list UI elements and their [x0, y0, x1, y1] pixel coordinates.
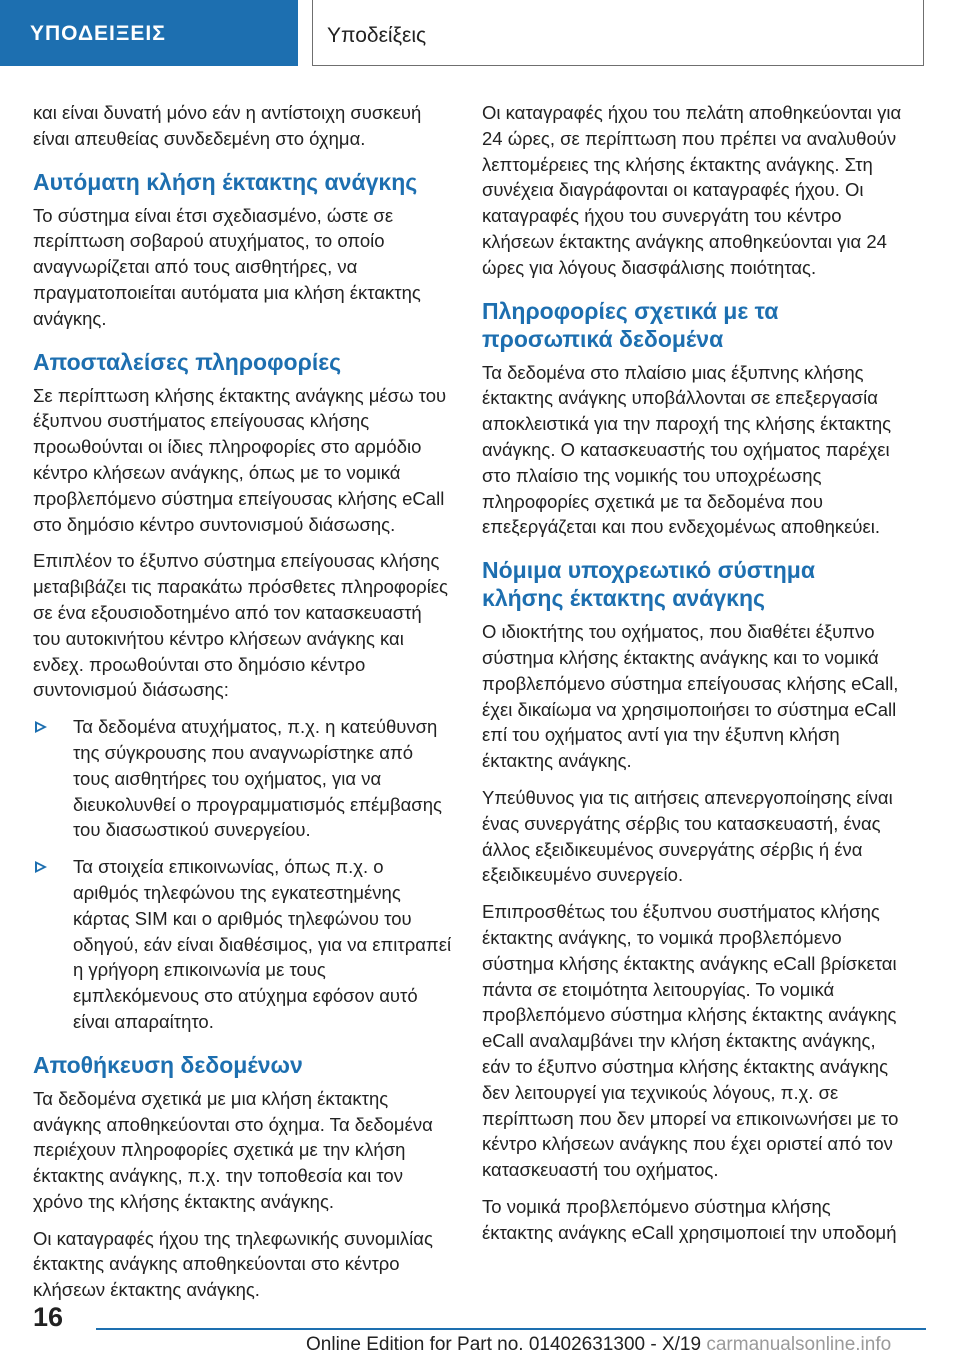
right-column: [482, 100, 902, 1256]
paragraph: και είναι δυνατή μόνο εάν η αντίστοιχη συσκευή είναι απευθείας συνδεδεμένη στο όχημα.: [33, 102, 422, 149]
section-label: ΥΠΟΔΕΙΞΕΙΣ: [30, 22, 166, 45]
paragraph: Επιπλέον το έξυπνο σύστημα επείγουσας κλήσης μεταβιβάζει τις παρακάτω πρόσθετες πληροφορίες σε ένα εξουσιοδοτημένο από τον κατασκευαστή του αυτοκινήτου κέντρο κλήσεων ανάγκης και ενδεχ. προωθούνται στο δημόσιο κέντρο συντονισμού διάσωσης:: [33, 550, 448, 701]
section-tab: [0, 0, 298, 66]
page-header: [0, 0, 960, 66]
watermark-text: carmanualsonline.info: [706, 1334, 892, 1355]
paragraph: Υπεύθυνος για τις αιτήσεις απενεργοποίησης είναι ένας συνεργάτης σέρβις του κατασκευαστή, ένας άλλος εξειδικευμένος συνεργάτης σέρβις ή ένα εξειδικευμένο συνεργείο.: [482, 786, 893, 886]
heading-data-storage: Αποθήκευση δεδομένων: [33, 1051, 303, 1078]
paragraph: Οι καταγραφές ήχου του πελάτη αποθηκεύονται για 24 ώρες, σε περίπτωση που πρέπει να αναλυθούν λεπτομέρειες της κλήσης έκτακτης ανάγκης. Στη συνέχεια διαγράφονται οι καταγραφές ήχου. Οι καταγραφές ήχου του συνεργάτη του κέντρο κλήσεων έκτακτης ανάγκης αποθηκεύονται για 24 ώρες για λόγους διασφάλισης ποιότητας.: [482, 102, 902, 278]
heading-sent-information: Αποσταλείσες πληροφορίες: [33, 348, 342, 375]
edition-text: Online Edition for Part no. 01402631300 - X/19: [306, 1334, 702, 1355]
paragraph: Επιπροσθέτως του έξυπνου συστήματος κλήσης έκτακτης ανάγκης, το νομικά προβλεπόμενο σύστημα κλήσης έκτακτης ανάγκης eCall βρίσκεται πάντα σε ετοιμότητα λειτουργίας. Το νομικά προβλεπόμενο σύστημα κλήσης έκτακτης ανάγκης eCall αναλαμβάνει την κλήση έκτακτης ανάγκης, εάν το έξυπνο σύστημα κλήσης έκτακτης ανάγκης δεν λειτουργεί για τεχνικούς λόγους, π.χ. σε περίπτωση που δεν μπορεί να επικοινωνήσει με το κέντρο κλήσεων ανάγκης που έχει οριστεί από τον κατασκευαστή του οχήματος.: [482, 901, 899, 1181]
triangle-bullet-icon: [35, 721, 47, 733]
bullet-text: Τα στοιχεία επικοινωνίας, όπως π.χ. ο αριθμός τηλεφώνου της εγκατεστημένης κάρτας SIM και ο αριθμός τηλεφώνου του οδηγού, εάν είναι διαθέσιμος, για να επιτραπεί η γρήγορη επικοινωνία με τους εμπλεκόμενους στο ατύχημα εφόσον αυτό είναι απαραίτητο.: [73, 856, 452, 1032]
bullet-text: Τα δεδομένα ατυχήματος, π.χ. η κατεύθυνση της σύγκρουσης που αναγνωρίστηκε από τους αισθητήρες του οχήματος, για να διευκολυνθεί ο προγραμματισμός επέμβασης του διασωστικού συνεργείου.: [73, 716, 442, 841]
bullet-item: [33, 714, 453, 843]
left-column: [33, 100, 453, 1314]
heading-automatic-emergency-call: Αυτόματη κλήση έκτακτης ανάγκης: [33, 168, 418, 195]
footer-divider: [96, 1328, 926, 1330]
chapter-title: Υποδείξεις: [327, 24, 427, 47]
page-number: 16: [33, 1302, 64, 1332]
footer-edition: [306, 1334, 891, 1356]
bullet-item: [33, 854, 453, 1035]
header-title-box: [312, 0, 924, 66]
paragraph: Τα δεδομένα σχετικά με μια κλήση έκτακτης ανάγκης αποθηκεύονται στο όχημα. Τα δεδομένα περιέχουν πληροφορίες σχετικά με την κλήση έκτακτης ανάγκης, π.χ. την τοποθεσία και τον χρόνο της κλήσης έκτακτης ανάγκης.: [33, 1087, 433, 1212]
heading-personal-data: Πληροφορίες σχετικά με τα προσωπικά δεδομένα: [482, 297, 779, 352]
heading-mandatory-ecall: Νόμιμα υποχρεωτικό σύστημα κλήσης έκτακτης ανάγκης: [482, 557, 816, 612]
paragraph: Το σύστημα είναι έτσι σχεδιασμένο, ώστε σε περίπτωση σοβαρού ατυχήματος, το οποίο αναγνωρίζεται από τους αισθητήρες, να πραγματοποιείται αυτόματα μια κλήση έκτακτης ανάγκης.: [33, 204, 421, 329]
paragraph: Οι καταγραφές ήχου της τηλεφωνικής συνομιλίας έκτακτης ανάγκης αποθηκεύονται στο κέντρο κλήσεων έκτακτης ανάγκης.: [33, 1227, 433, 1301]
paragraph: Τα δεδομένα στο πλαίσιο μιας έξυπνης κλήσης έκτακτης ανάγκης υποβάλλονται σε επεξεργασία αποκλειστικά για την παροχή της κλήσης έκτακτης ανάγκης. Ο κατασκευαστής του οχήματος παρέχει στο πλαίσιο της νομικής του υποχρέωσης πληροφορίες σχετικά με τα δεδομένα που επεξεργάζεται και που ενδεχομένως αποθηκεύει.: [482, 361, 892, 538]
paragraph: Σε περίπτωση κλήσης έκτακτης ανάγκης μέσω του έξυπνου συστήματος επείγουσας κλήσης προωθούνται οι ίδιες πληροφορίες στο αρμόδιο κέντρο κλήσεων ανάγκης, όπως με το νομικά προβλεπόμενο σύστημα επείγουσας κλήσης eCall στο δημόσιο κέντρο συντονισμού διάσωσης.: [33, 384, 447, 535]
paragraph: Το νομικά προβλεπόμενο σύστημα κλήσης έκτακτης ανάγκης eCall χρησιμοποιεί την υποδομή: [482, 1195, 897, 1243]
triangle-bullet-icon: [35, 861, 47, 873]
paragraph: Ο ιδιοκτήτης του οχήματος, που διαθέτει έξυπνο σύστημα κλήσης έκτακτης ανάγκης και το νομικά προβλεπόμενο σύστημα επείγουσας κλήσης eCall, έχει δικαίωμα να χρησιμοποιήσει το σύστημα eCall επί του οχήματος αντί για την έξυπνη κλήση έκτακτης ανάγκης.: [482, 621, 899, 772]
